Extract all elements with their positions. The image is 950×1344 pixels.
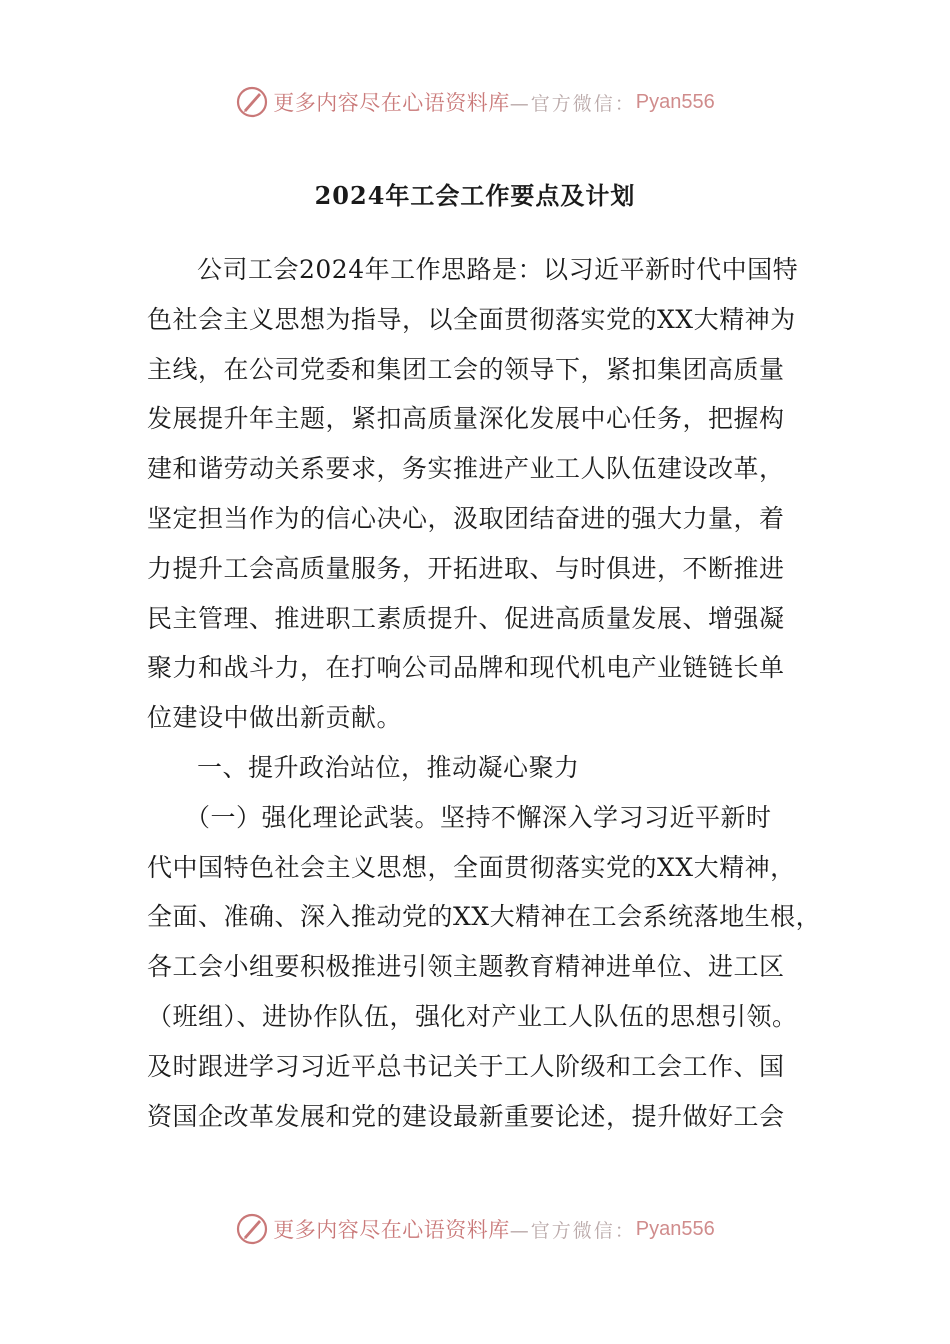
body-line: 发展提升年主题，紧扣高质量深化发展中心任务，把握构 [147, 404, 785, 434]
watermark-id-text: Pyan556 [635, 1217, 715, 1240]
watermark-id-text: Pyan556 [635, 90, 715, 113]
watermark-sub-text: —官方微信： [509, 92, 636, 115]
body-line: 代中国特色社会主义思想，全面贯彻落实党的XX大精神， [147, 852, 796, 882]
body-line: 资国企改革发展和党的建设最新重要论述，提升做好工会 [147, 1101, 785, 1131]
watermark-main-text: 更多内容尽在心语资料库 [273, 1218, 510, 1242]
body-line: （班组）、进协作队伍，强化对产业工人队伍的思想引领。 [147, 1001, 798, 1031]
watermark-sub-text: —官方微信： [509, 1219, 636, 1242]
quill-pen-circle-icon [235, 1212, 269, 1246]
body-line: 色社会主义思想为指导，以全面贯彻落实党的XX大精神为 [147, 304, 796, 334]
body-line: 建和谐劳动关系要求，务实推进产业工人队伍建设改革， [147, 454, 785, 484]
section-heading: 一、提升政治站位，推动凝心聚力 [197, 752, 580, 782]
body-line: 全面、准确、深入推动党的XX大精神在工会系统落地生根， [147, 902, 822, 932]
body-line: 聚力和战斗力，在打响公司品牌和现代机电产业链链长单 [147, 653, 785, 683]
quill-pen-circle-icon [235, 85, 269, 119]
body-line: 各工会小组要积极推进引领主题教育精神进单位、进工区 [147, 952, 785, 982]
body-line: 位建设中做出新贡献。 [147, 703, 403, 733]
body-line: 坚定担当作为的信心决心，汲取团结奋进的强大力量，着 [147, 503, 785, 533]
body-line: 力提升工会高质量服务，开拓进取、与时俱进，不断推进 [147, 553, 785, 583]
footer-watermark [0, 1209, 950, 1249]
document-body [147, 245, 822, 1141]
document-title: 2024年工会工作要点及计划 [314, 181, 636, 210]
header-watermark [0, 82, 950, 122]
body-line: 及时跟进学习习近平总书记关于工人阶级和工会工作、国 [147, 1051, 785, 1081]
body-line: 公司工会2024年工作思路是：以习近平新时代中国特 [197, 255, 799, 284]
body-line: （一）强化理论武装。坚持不懈深入学习习近平新时 [185, 802, 772, 832]
body-line: 主线，在公司党委和集团工会的领导下，紧扣集团高质量 [147, 354, 785, 384]
body-line: 民主管理、推进职工素质提升、促进高质量发展、增强凝 [147, 603, 785, 633]
watermark-main-text: 更多内容尽在心语资料库 [273, 91, 510, 115]
